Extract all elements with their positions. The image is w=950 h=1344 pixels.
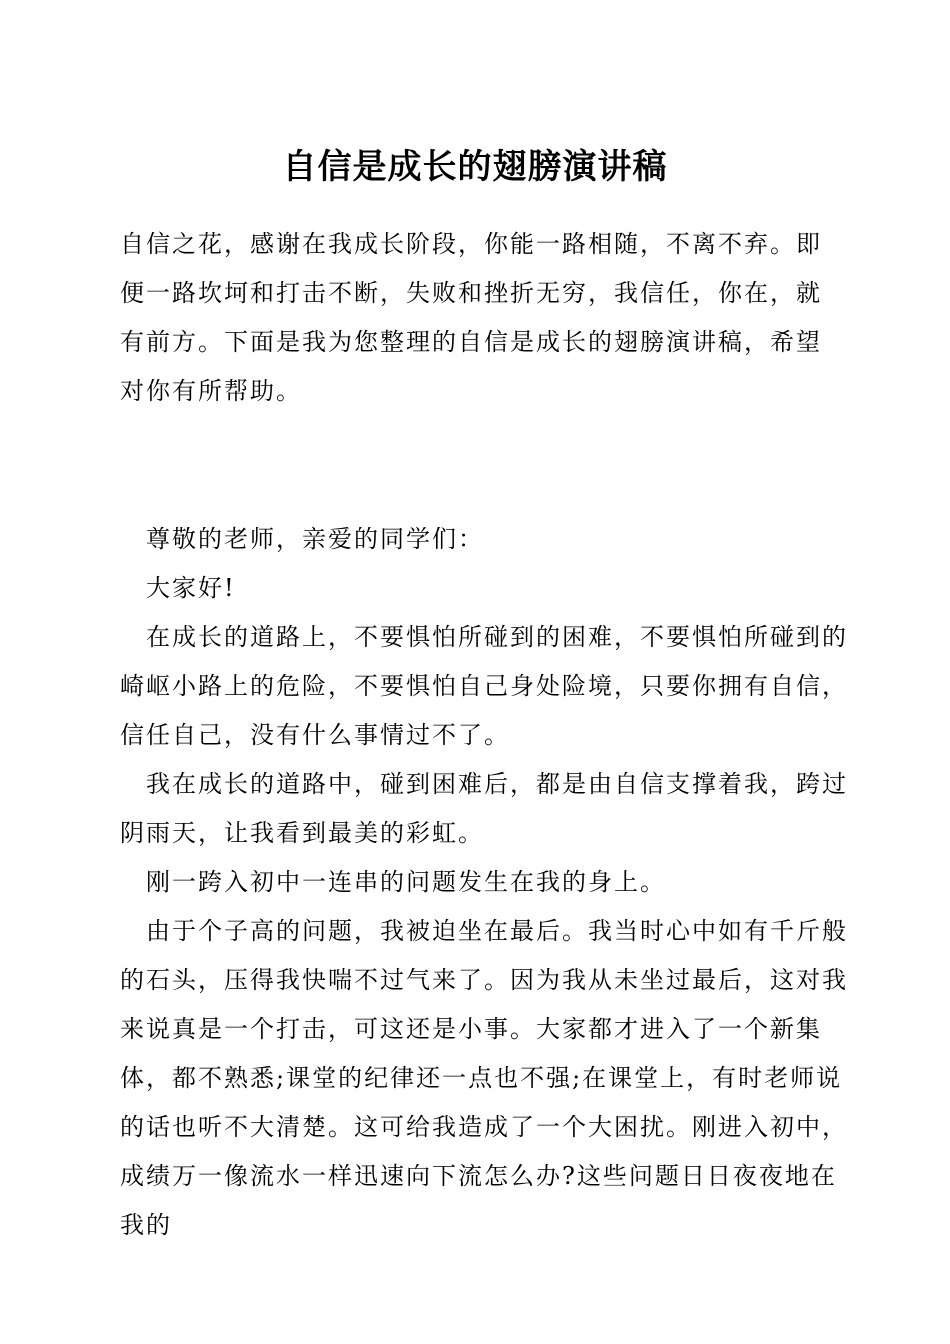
greeting-paragraph: 大家好! xyxy=(146,574,236,602)
body-paragraph: 我在成长的道路中，碰到困难后，都是由自信支撑着我，跨过阴雨天，让我看到最美的彩虹。 xyxy=(120,770,848,847)
speech-body xyxy=(120,515,848,1250)
document-title: 自信是成长的翅膀演讲稿 xyxy=(282,147,668,187)
intro-paragraph: 自信之花，感谢在我成长阶段，你能一路相随，不离不弃。即便一路坎坷和打击不断，失败和挫折无穷，我信任，你在，就有前方。下面是我为您整理的自信是成长的翅膀演讲稿，希望对你有所帮助。 xyxy=(120,230,822,405)
body-paragraph: 由于个子高的问题，我被迫坐在最后。我当时心中如有千斤般的石头，压得我快喘不过气来了。因为我从未坐过最后，这对我来说真是一个打击，可这还是小事。大家都才进入了一个新集体，都不熟悉;课堂的纪律还一点也不强;在课堂上，有时老师说的话也听不大清楚。这可给我造成了一个大困扰。刚进入初中，成绩万一像流水一样迅速向下流怎么办?这些问题日日夜夜地在我的 xyxy=(120,917,848,1239)
body-paragraph: 在成长的道路上，不要惧怕所碰到的困难，不要惧怕所碰到的崎岖小路上的危险，不要惧怕自己身处险境，只要你拥有自信，信任自己，没有什么事情过不了。 xyxy=(120,623,848,749)
body-paragraph: 刚一跨入初中一连串的问题发生在我的身上。 xyxy=(146,868,666,896)
salutation-paragraph: 尊敬的老师，亲爱的同学们： xyxy=(146,525,484,553)
